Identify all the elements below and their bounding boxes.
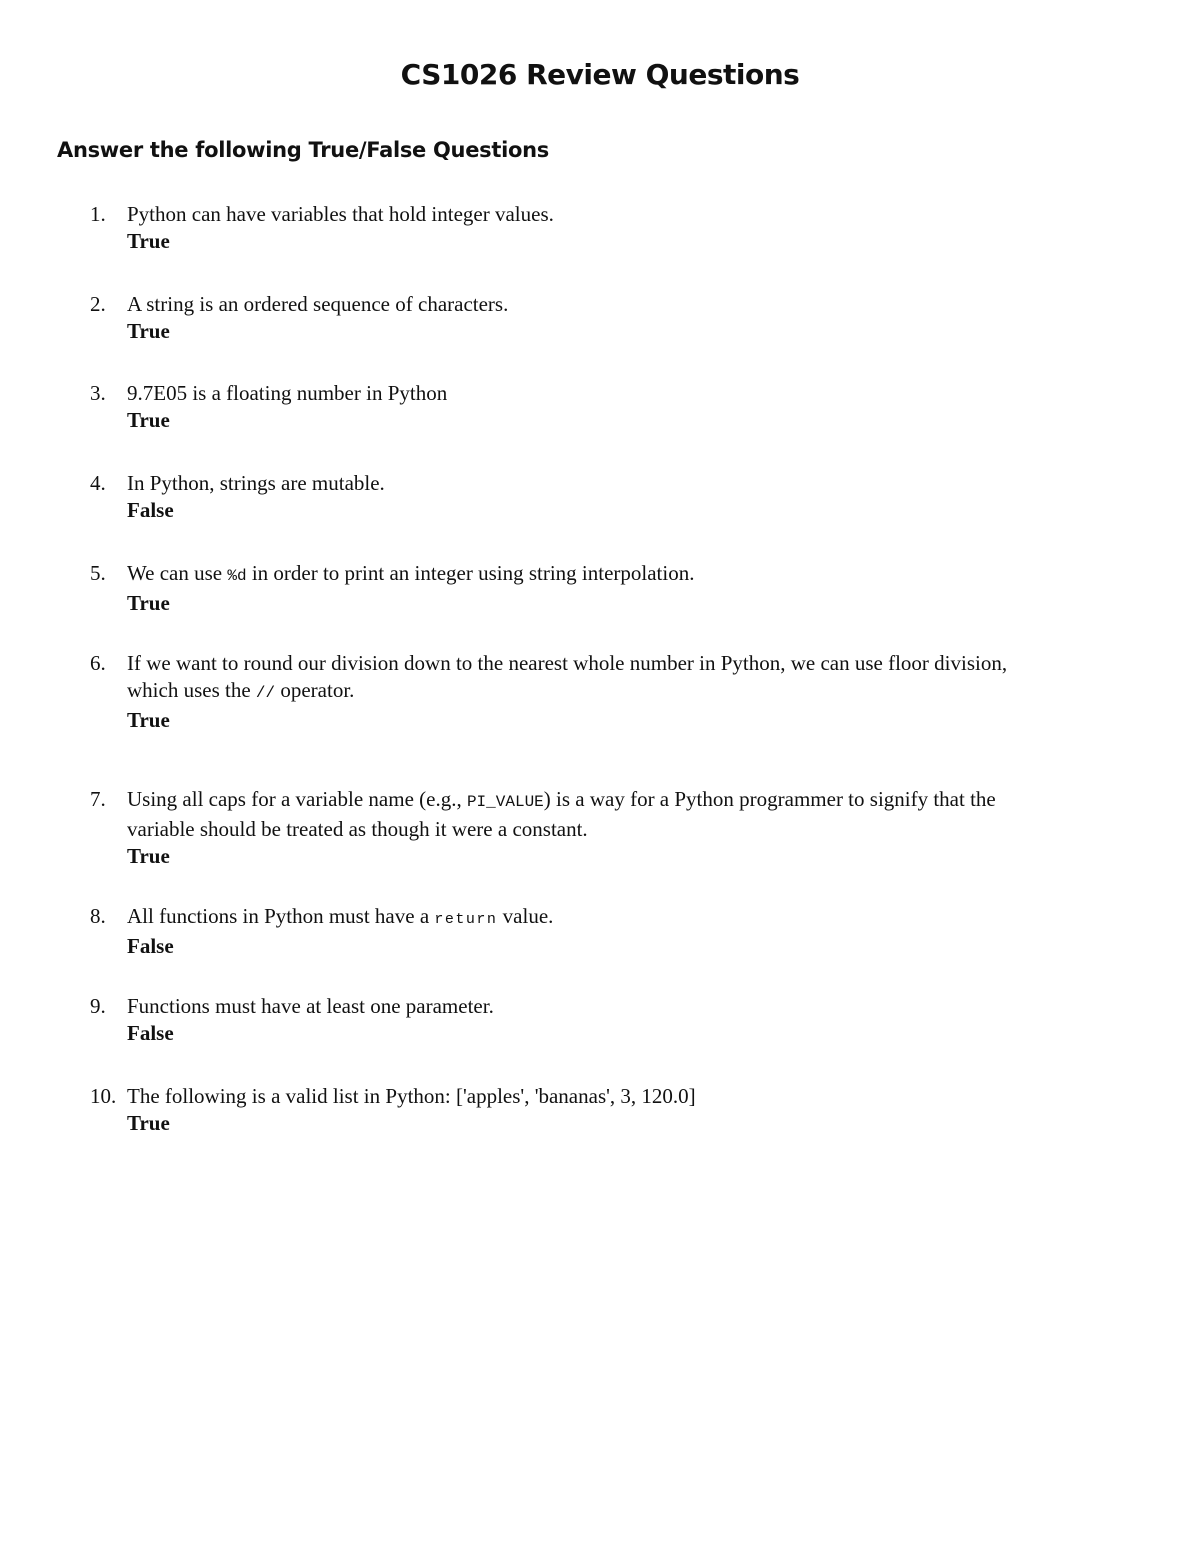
question-text: Functions must have at least one parameter. [127, 994, 494, 1018]
question-answer: True [127, 319, 170, 343]
question-text-end: value. [497, 904, 554, 928]
inline-code: PI_VALUE [466, 793, 544, 811]
inline-code: return [434, 911, 498, 928]
question-text-line-1: If we want to round our division down to the nearest whole number in Python, we can use floor division, [127, 651, 1008, 675]
question-answer: False [127, 934, 174, 958]
question-text-end: in order to print an integer using string interpolation. [246, 561, 695, 585]
question-answer: True [127, 1111, 170, 1135]
question-number: 7. [90, 787, 106, 811]
question-number: 4. [90, 471, 106, 495]
inline-code: // [255, 684, 276, 702]
question-text-line-2: variable should be treated as though it were a constant. [127, 817, 588, 841]
question-answer: True [127, 708, 170, 732]
question-text-start: Using all caps for a variable name (e.g., [127, 787, 467, 811]
question-number: 3. [90, 381, 106, 405]
question-text-end: operator. [275, 678, 355, 702]
question-text: 9.7E05 is a floating number in Python [127, 381, 448, 405]
question-answer: False [127, 1021, 174, 1045]
question-number: 10. [90, 1084, 117, 1108]
question-text: The following is a valid list in Python: ['apples', 'bananas', 3, 120.0] [127, 1084, 696, 1108]
question-number: 6. [90, 651, 106, 675]
question-number: 1. [90, 202, 106, 226]
question-answer: True [127, 844, 170, 868]
question-answer: True [127, 229, 170, 253]
question-number: 2. [90, 292, 106, 316]
question-answer: False [127, 498, 174, 522]
question-text-start: which uses the [127, 678, 256, 702]
question-text: A string is an ordered sequence of characters. [127, 292, 509, 316]
question-text-end: ) is a way for a Python programmer to signify that the [543, 787, 996, 811]
question-number: 5. [90, 561, 106, 585]
question-text-start: All functions in Python must have a [127, 904, 435, 928]
section-heading: Answer the following True/False Questions [57, 138, 549, 162]
question-number: 8. [90, 904, 106, 928]
inline-code: %d [227, 567, 247, 585]
question-text-start: We can use [127, 561, 228, 585]
page-title: CS1026 Review Questions [400, 58, 800, 91]
question-text: Python can have variables that hold integer values. [127, 202, 554, 226]
question-number: 9. [90, 994, 106, 1018]
question-answer: True [127, 591, 170, 615]
question-answer: True [127, 408, 170, 432]
question-text: In Python, strings are mutable. [127, 471, 385, 495]
